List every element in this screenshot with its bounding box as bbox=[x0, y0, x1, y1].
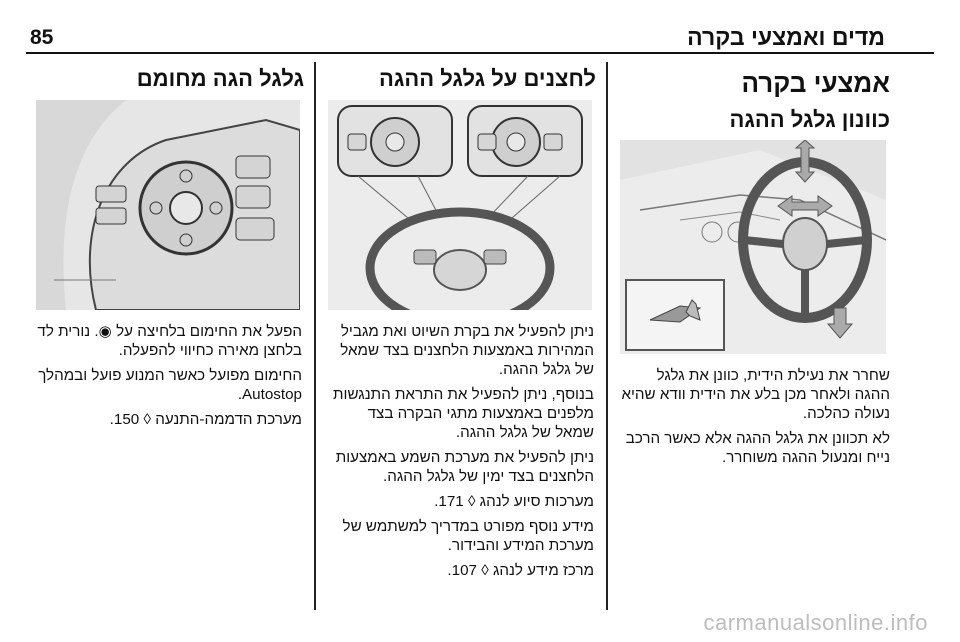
paragraph: לא תכוונן את גלגל ההגה אלא כאשר הרכב נייח ומנעול ההגה משוחרר. bbox=[625, 430, 890, 466]
paragraph: מידע נוסף מפורט במדריך למשתמש של מערכת המידע והבידור. bbox=[342, 518, 594, 554]
heated-wheel-illustration bbox=[36, 100, 300, 310]
right-column bbox=[620, 60, 890, 133]
cross-reference: מרכז מידע לנהג ◊ 107. bbox=[447, 562, 594, 579]
paragraph: בנוסף, ניתן להפעיל את התראת התנגשות מלפנים באמצעות מתגי הבקרה בצד שמאל של גלגל ההגה. bbox=[333, 386, 594, 441]
left-column-text bbox=[34, 322, 302, 429]
paragraph: הפעל את החימום בלחיצה על ◉. נורית לד בלחצן מאירה כחיווי להפעלה. bbox=[37, 323, 302, 359]
column-divider-right bbox=[606, 62, 608, 610]
cross-reference: מערכת הדממה-התנעה ◊ 150. bbox=[109, 411, 302, 428]
figure-steering-adjust bbox=[620, 140, 886, 354]
page-header bbox=[0, 0, 960, 56]
page-number: 85 bbox=[30, 26, 54, 49]
cross-reference: מערכות סיוע לנהג ◊ 171. bbox=[434, 493, 594, 510]
steering-adjust-illustration bbox=[620, 140, 886, 354]
figure-heated-wheel bbox=[36, 100, 300, 310]
figure-wheel-buttons bbox=[328, 100, 592, 310]
left-column bbox=[34, 60, 304, 92]
middle-column-text bbox=[326, 322, 594, 580]
paragraph: ניתן להפעיל את בקרת השיוט ואת מגביל המהירות באמצעות הלחצנים בצד שמאל של גלגל ההגה. bbox=[340, 323, 594, 378]
right-column-text bbox=[620, 366, 890, 467]
paragraph: ניתן להפעיל את מערכת השמע באמצעות הלחצנים בצד ימין של גלגל ההגה. bbox=[335, 449, 594, 485]
paragraph: החימום מפועל כאשר המנוע פועל ובמהלך Autostop. bbox=[38, 367, 302, 403]
middle-column bbox=[326, 60, 596, 92]
running-head: מדים ואמצעי בקרה bbox=[687, 24, 885, 50]
paragraph: שחרר את נעילת הידית, כוונן את גלגל ההגה ולאחר מכן בלע את הידית וודא שהיא נעולה כהלכה. bbox=[621, 367, 890, 422]
header-rule bbox=[26, 52, 934, 54]
section-title-wheel-buttons: לחצנים על גלגל ההגה bbox=[378, 66, 596, 91]
subtitle-steering-adjust: כוונון גלגל ההגה bbox=[729, 107, 890, 132]
column-divider-left bbox=[314, 62, 316, 610]
section-title-controls: אמצעי בקרה bbox=[741, 68, 890, 98]
watermark: carmanualsonline.info bbox=[703, 610, 928, 635]
section-title-heated-wheel: גלגל הגה מחומם bbox=[136, 66, 304, 91]
wheel-buttons-illustration bbox=[328, 100, 592, 310]
